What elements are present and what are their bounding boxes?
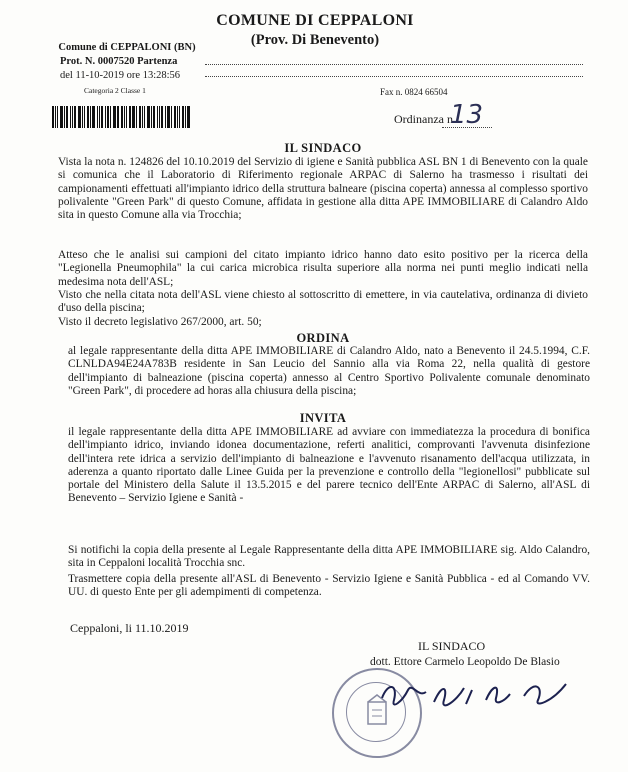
barcode-bar (174, 106, 176, 128)
barcode-bar (107, 106, 109, 128)
barcode-bar (132, 106, 135, 128)
para-atteso: Atteso che le analisi sui campioni del citato impianto idrico hanno dato esito positivo per la ricerca della "Legionella Pneumophila" la cui carica microbica risulta superiore alla norma nei punti meglio indicati nella medesima nota dell'ASL; (58, 249, 588, 288)
barcode-bar (153, 106, 155, 128)
para-ordina: al legale rappresentante della ditta APE IMMOBILIARE di Calandro Aldo, nato a Benevento il 24.5.1994, C.F. CLNLDA94E24A783B residente in San Leucio del Sannio alla via Roma 22, nella qualità di gestore dell'impianto di balneazione (piscina coperta) annesso al Centro Sportivo Polivalente comunale denominato "Green Park", di procedere ad horas alla chiusura della piscina; (68, 345, 590, 397)
barcode-bar (167, 106, 170, 128)
barcode-bar (110, 106, 111, 128)
heading-sindaco: IL SINDACO (284, 141, 362, 155)
mayor-signature (376, 672, 576, 722)
fax-number: Fax n. 0824 66504 (380, 87, 448, 97)
barcode-bar (78, 106, 81, 128)
barcode-bar (147, 106, 150, 128)
barcode-bar (82, 106, 83, 128)
page-subtitle: (Prov. Di Benevento) (250, 32, 380, 48)
ordinance-number: 13 (450, 100, 484, 130)
barcode-bar (70, 106, 71, 128)
place-date: Ceppaloni, li 11.10.2019 (70, 621, 189, 635)
barcode-bar (124, 106, 125, 128)
barcode-bar (151, 106, 152, 128)
ordinance-label: Ordinanza n. (394, 112, 456, 126)
para-notifica: Si notifichi la copia della presente al Legale Rappresentante della ditta APE IMMOBILIARE sig. Aldo Calandro, sita in Ceppaloni località Trocchia snc. (68, 544, 590, 570)
page-title: COMUNE DI CEPPALONI (216, 12, 414, 29)
heading-ordina: ORDINA (296, 331, 350, 345)
barcode-bar (142, 106, 143, 128)
barcode-bar (177, 106, 178, 128)
protocol-barcode (52, 106, 192, 128)
barcode-bar (87, 106, 89, 128)
barcode-bar (97, 106, 98, 128)
barcode-bar (64, 106, 65, 128)
barcode-bar (159, 106, 160, 128)
barcode-bar (171, 106, 172, 128)
barcode-bar (74, 106, 76, 128)
ordinance-underline (442, 127, 492, 128)
para-vista-nota: Vista la nota n. 124826 del 10.10.2019 del Servizio di igiene e Sanità pubblica ASL BN 1 di Benevento con la quale si comunica che il Laboratorio di Riferimento regionale ARPAC di Salerno ha trasmesso i risultati dei campionamenti effettuati all'impianto idrico della struttura balneare (piscina coperta) annessa al complesso sportivo polivalente "Green Park" di questo Comune, affidata in gestione alla ditta APE IMMOBILIARE di Calandro Aldo sita in questo Comune alla via Trocchia; (58, 156, 588, 221)
para-visto-decreto: Visto il decreto legislativo 267/2000, art. 50; (58, 316, 262, 328)
barcode-bar (165, 106, 166, 128)
signer-name: dott. Ettore Carmelo Leopoldo De Blasio (370, 656, 560, 668)
barcode-bar (126, 106, 127, 128)
barcode-bar (90, 106, 91, 128)
barcode-bar (52, 106, 54, 128)
barcode-bar (92, 106, 95, 128)
barcode-bar (144, 106, 145, 128)
signer-title: IL SINDACO (418, 639, 486, 653)
barcode-bar (55, 106, 56, 128)
protocol-number: Prot. N. 0007520 Partenza (60, 56, 178, 67)
barcode-bar (136, 106, 137, 128)
barcode-bar (117, 106, 118, 128)
para-trasmettere: Trasmettere copia della presente all'ASL di Benevento - Servizio Igiene e Sanità Pubblica - ed al Comando VV. UU. di questo Ente per gli adempimenti di competenza. (68, 573, 590, 599)
barcode-bar (118, 106, 119, 128)
barcode-bar (179, 106, 180, 128)
barcode-bar (72, 106, 73, 128)
barcode-bar (121, 106, 123, 128)
barcode-bar (161, 106, 163, 128)
header-divider-1 (205, 64, 583, 65)
barcode-bar (187, 106, 190, 128)
barcode-bar (139, 106, 141, 128)
protocol-date: del 11-10-2019 ore 13:28:56 (60, 70, 181, 81)
barcode-bar (84, 106, 85, 128)
barcode-bar (113, 106, 116, 128)
protocol-category: Categoria 2 Classe 1 (84, 86, 146, 95)
barcode-bar (185, 106, 186, 128)
heading-invita: INVITA (299, 411, 347, 425)
protocol-office: Comune di CEPPALONI (BN) (58, 42, 196, 53)
barcode-bar (105, 106, 106, 128)
barcode-bar (182, 106, 184, 128)
barcode-bar (60, 106, 63, 128)
barcode-bar (66, 106, 68, 128)
barcode-bar (157, 106, 158, 128)
para-visto-asl: Visto che nella citata nota dell'ASL viene chiesto al sottoscritto di emettere, in via cautelativa, ordinanza di divieto d'uso della piscina; (58, 289, 588, 315)
barcode-bar (99, 106, 100, 128)
header-divider-2 (205, 76, 583, 77)
barcode-bar (101, 106, 103, 128)
para-invita: il legale rappresentante della ditta APE IMMOBILIARE ad avviare con immediatezza la procedura di bonifica dell'impianto idrico, inviando idonea documentazione, referti analitici, comprovanti l'avvenuta disinfezione dell'intera rete idrica a servizio dell'impianto di balneazione e l'avvenuto risanamento dell'acqua utilizzata, in aderenza a quanto riportato dalle Linee Guida per la prevenzione e controllo della "legionellosi" pubblicate sul portale del Ministero della Salute il 13.5.2015 e del parere tecnico dell'Ente ARPAC di Salerno, all'ASL di Benevento – Servizio Igiene e Sanità - (68, 426, 590, 505)
barcode-bar (129, 106, 131, 128)
barcode-bar (57, 106, 58, 128)
